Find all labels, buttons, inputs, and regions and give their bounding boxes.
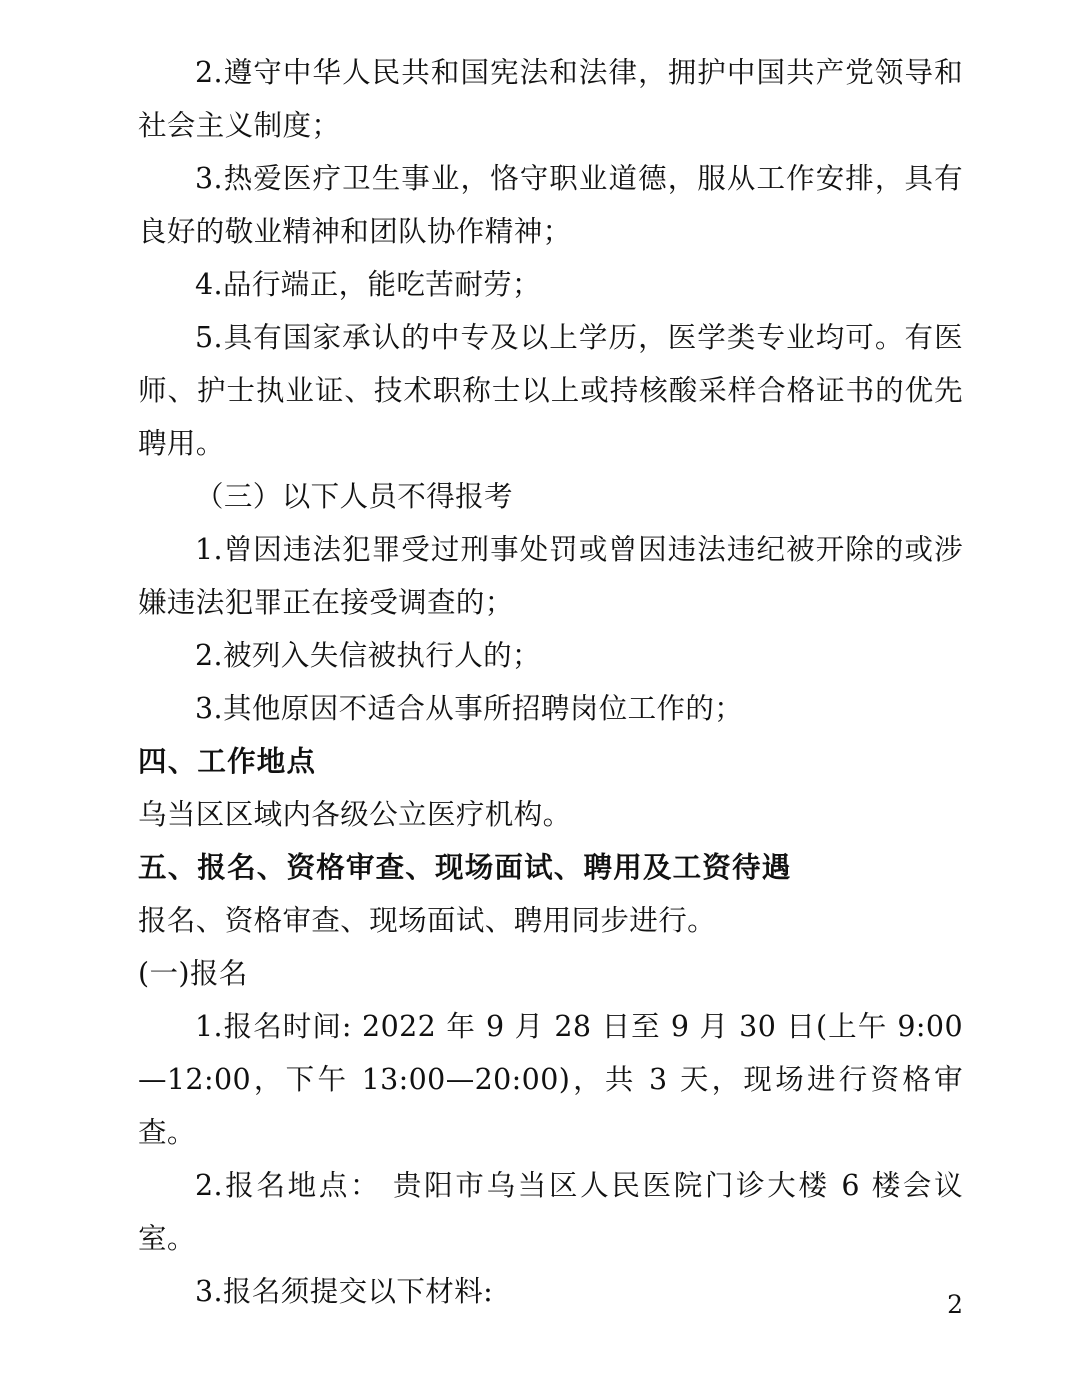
- paragraph-process-overview: 报名、资格审查、现场面试、聘用同步进行。: [138, 904, 717, 937]
- document-body: [138, 46, 963, 1318]
- paragraph-required-materials: 3.报名须提交以下材料:: [195, 1275, 494, 1308]
- section-heading-four: 四、工作地点: [138, 744, 317, 778]
- paragraph-requirement-2: 2.遵守中华人民共和国宪法和法律，拥护中国共产党领导和社会主义制度；: [138, 56, 963, 142]
- paragraph-registration-place: 2.报名地点： 贵阳市乌当区人民医院门诊大楼 6 楼会议室。: [138, 1169, 963, 1255]
- paragraph-requirement-3: 3.热爱医疗卫生事业，恪守职业道德，服从工作安排，具有良好的敬业精神和团队协作精神；: [138, 162, 963, 248]
- paragraph-requirement-5: 5.具有国家承认的中专及以上学历，医学类专业均可。有医师、护士执业证、技术职称士以上或持核酸采样合格证书的优先聘用。: [138, 321, 963, 460]
- paragraph-registration-time: 1.报名时间: 2022 年 9 月 28 日至 9 月 30 日(上午 9:00—12:00，下午 13:00—20:00)，共 3 天，现场进行资格审查。: [138, 1010, 963, 1149]
- paragraph-disqualify-1: 1.曾因违法犯罪受过刑事处罚或曾因违法违纪被开除的或涉嫌违法犯罪正在接受调查的；: [138, 533, 963, 619]
- paragraph-disqualify-2: 2.被列入失信被执行人的；: [195, 639, 541, 672]
- page-number: 2: [947, 1290, 963, 1319]
- paragraph-disqualify-3: 3.其他原因不适合从事所招聘岗位工作的；: [195, 692, 744, 725]
- section-heading-five: 五、报名、资格审查、现场面试、聘用及工资待遇: [138, 850, 792, 884]
- paragraph-work-location: 乌当区区域内各级公立医疗机构。: [138, 798, 572, 831]
- subsection-three-title: （三）以下人员不得报考: [195, 480, 513, 513]
- paragraph-requirement-4: 4.品行端正，能吃苦耐劳；: [195, 268, 541, 301]
- subsection-one-registration: (一)报名: [138, 957, 248, 990]
